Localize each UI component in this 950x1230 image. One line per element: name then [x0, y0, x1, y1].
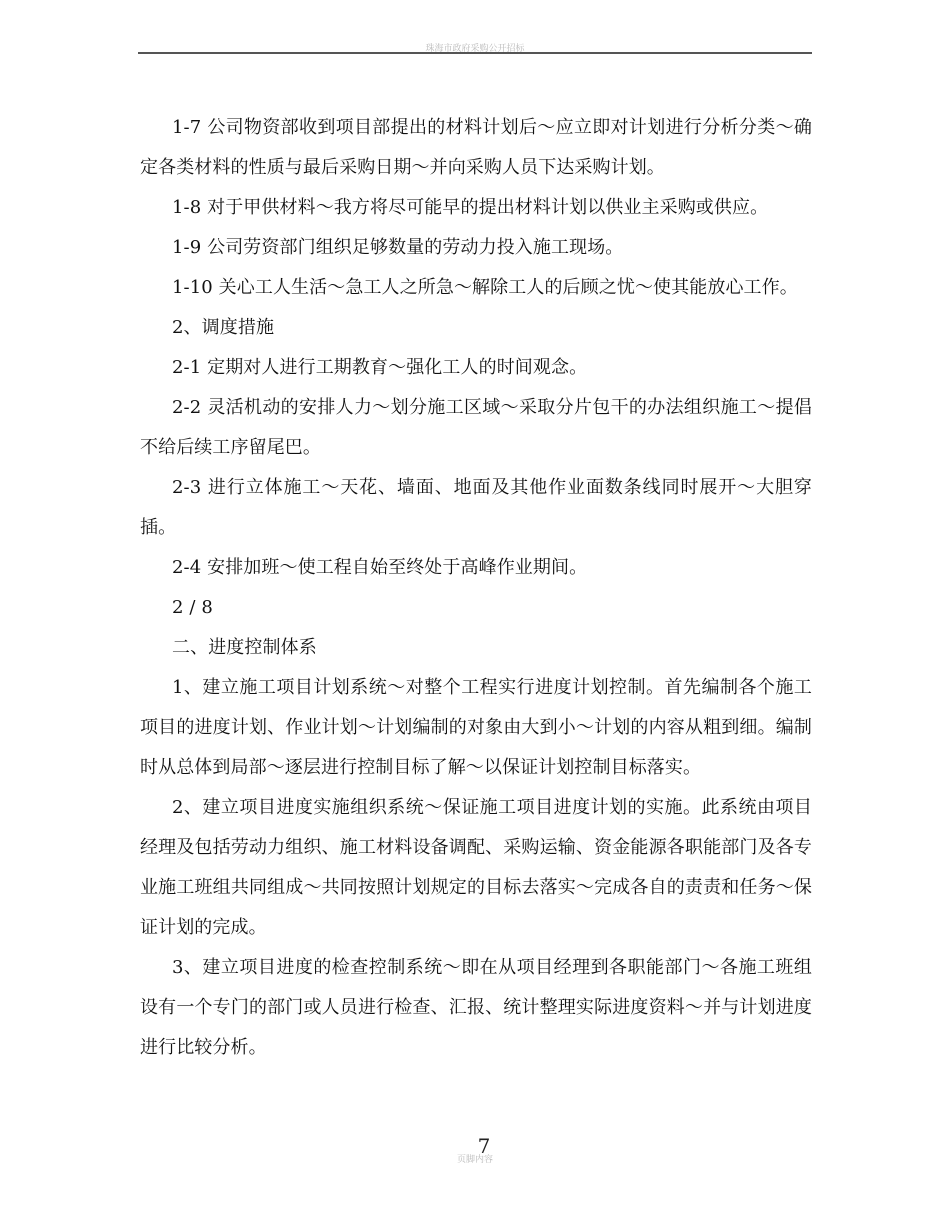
section-heading-dispatch-measures: 2、调度措施 — [172, 317, 275, 338]
document-body — [140, 108, 812, 1068]
paragraph-plan-system: 1、建立施工项目计划系统～对整个工程实行进度计划控制。首先编制各个施工项目的进度计划、作业计划～计划编制的对象由大到小～计划的内容从粗到细。编制时从总体到局部～逐层进行控制目标了解～以保证计划控制目标落实。 — [140, 677, 812, 778]
paragraph-implementation-system: 2、建立项目进度实施组织系统～保证施工项目进度计划的实施。此系统由项目经理及包括劳动力组织、施工材料设备调配、采购运输、资金能源各职能部门及各专业施工班组共同组成～共同按照计划规定的目标去落实～完成各自的责责和任务～保证计划的完成。 — [140, 797, 812, 938]
paragraph-1-10: 1-10 关心工人生活～急工人之所急～解除工人的后顾之忧～使其能放心工作。 — [172, 277, 798, 298]
page-number: 7 — [477, 1134, 491, 1158]
header-divider — [138, 52, 812, 54]
paragraph-2-1: 2-1 定期对人进行工期教育～强化工人的时间观念。 — [172, 357, 588, 378]
paragraph-2-3: 2-3 进行立体施工～天花、墙面、地面及其他作业面数条线同时展开～大胆穿插。 — [140, 477, 812, 538]
paragraph-2-2: 2-2 灵活机动的安排人力～划分施工区域～采取分片包干的办法组织施工～提倡不给后续工序留尾巴。 — [140, 397, 812, 458]
section-heading-progress-control-system: 二、进度控制体系 — [172, 637, 317, 658]
paragraph-1-7: 1-7 公司物资部收到项目部提出的材料计划后～应立即对计划进行分析分类～确定各类材料的性质与最后采购日期～并向采购人员下达采购计划。 — [140, 117, 812, 178]
paragraph-1-9: 1-9 公司劳资部门组织足够数量的劳动力投入施工现场。 — [172, 237, 624, 258]
page-header: 珠海市政府采购公开招标 — [425, 44, 525, 54]
paragraph-1-8: 1-8 对于甲供材料～我方将尽可能早的提出材料计划以供业主采购或供应。 — [172, 197, 769, 218]
inline-page-indicator: 2 / 8 — [172, 597, 213, 618]
paragraph-2-4: 2-4 安排加班～使工程自始至终处于高峰作业期间。 — [172, 557, 588, 578]
paragraph-inspection-system: 3、建立项目进度的检查控制系统～即在从项目经理到各职能部门～各施工班组设有一个专门的部门或人员进行检查、汇报、统计整理实际进度资料～并与计划进度进行比较分析。 — [140, 957, 812, 1058]
page-footer: 页脚内容 — [456, 1155, 493, 1165]
